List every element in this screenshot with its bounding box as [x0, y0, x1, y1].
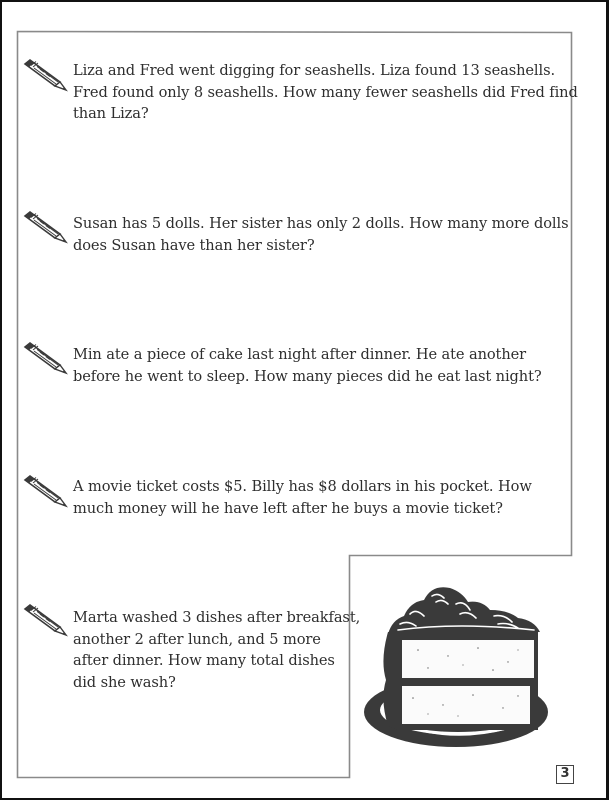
pencil-icon	[22, 210, 68, 244]
page-number: 3	[556, 765, 574, 784]
problem-line: does Susan have than her sister?	[73, 236, 315, 254]
problem-text	[73, 476, 532, 519]
problem-line: than Liza?	[73, 105, 149, 122]
problem-text	[73, 344, 542, 387]
problem-line: after dinner. How many total dishes	[73, 652, 335, 669]
problem-line: Marta washed 3 dishes after breakfast,	[73, 609, 361, 626]
problem-line: another 2 after lunch, and 5 more	[73, 630, 321, 648]
problem-line: much money will he have left after he buys a movie ticket?	[73, 499, 503, 517]
problem-text	[73, 607, 360, 693]
problem-line: did she wash?	[73, 673, 176, 691]
pencil-icon	[22, 341, 68, 375]
problem-line: Liza and Fred went digging for seashells. Liza found 13 seashells.	[73, 62, 555, 79]
pencil-icon	[22, 58, 68, 92]
problem-line: Fred found only 8 seashells. How many fewer seashells did Fred find	[73, 83, 578, 101]
problem-line: before he went to sleep. How many pieces did he eat last night?	[73, 367, 542, 385]
problem-line: Min ate a piece of cake last night after dinner. He ate another	[73, 346, 527, 363]
pencil-icon	[22, 474, 68, 508]
problem-line: Susan has 5 dolls. Her sister has only 2 dolls. How many more dolls	[73, 215, 569, 232]
problem-text	[73, 60, 578, 125]
problem-line: A movie ticket costs $5. Billy has $8 dollars in his pocket. How	[73, 478, 532, 495]
cake-slice-illustration	[358, 580, 558, 755]
problem-text	[73, 213, 568, 256]
pencil-icon	[22, 603, 68, 637]
